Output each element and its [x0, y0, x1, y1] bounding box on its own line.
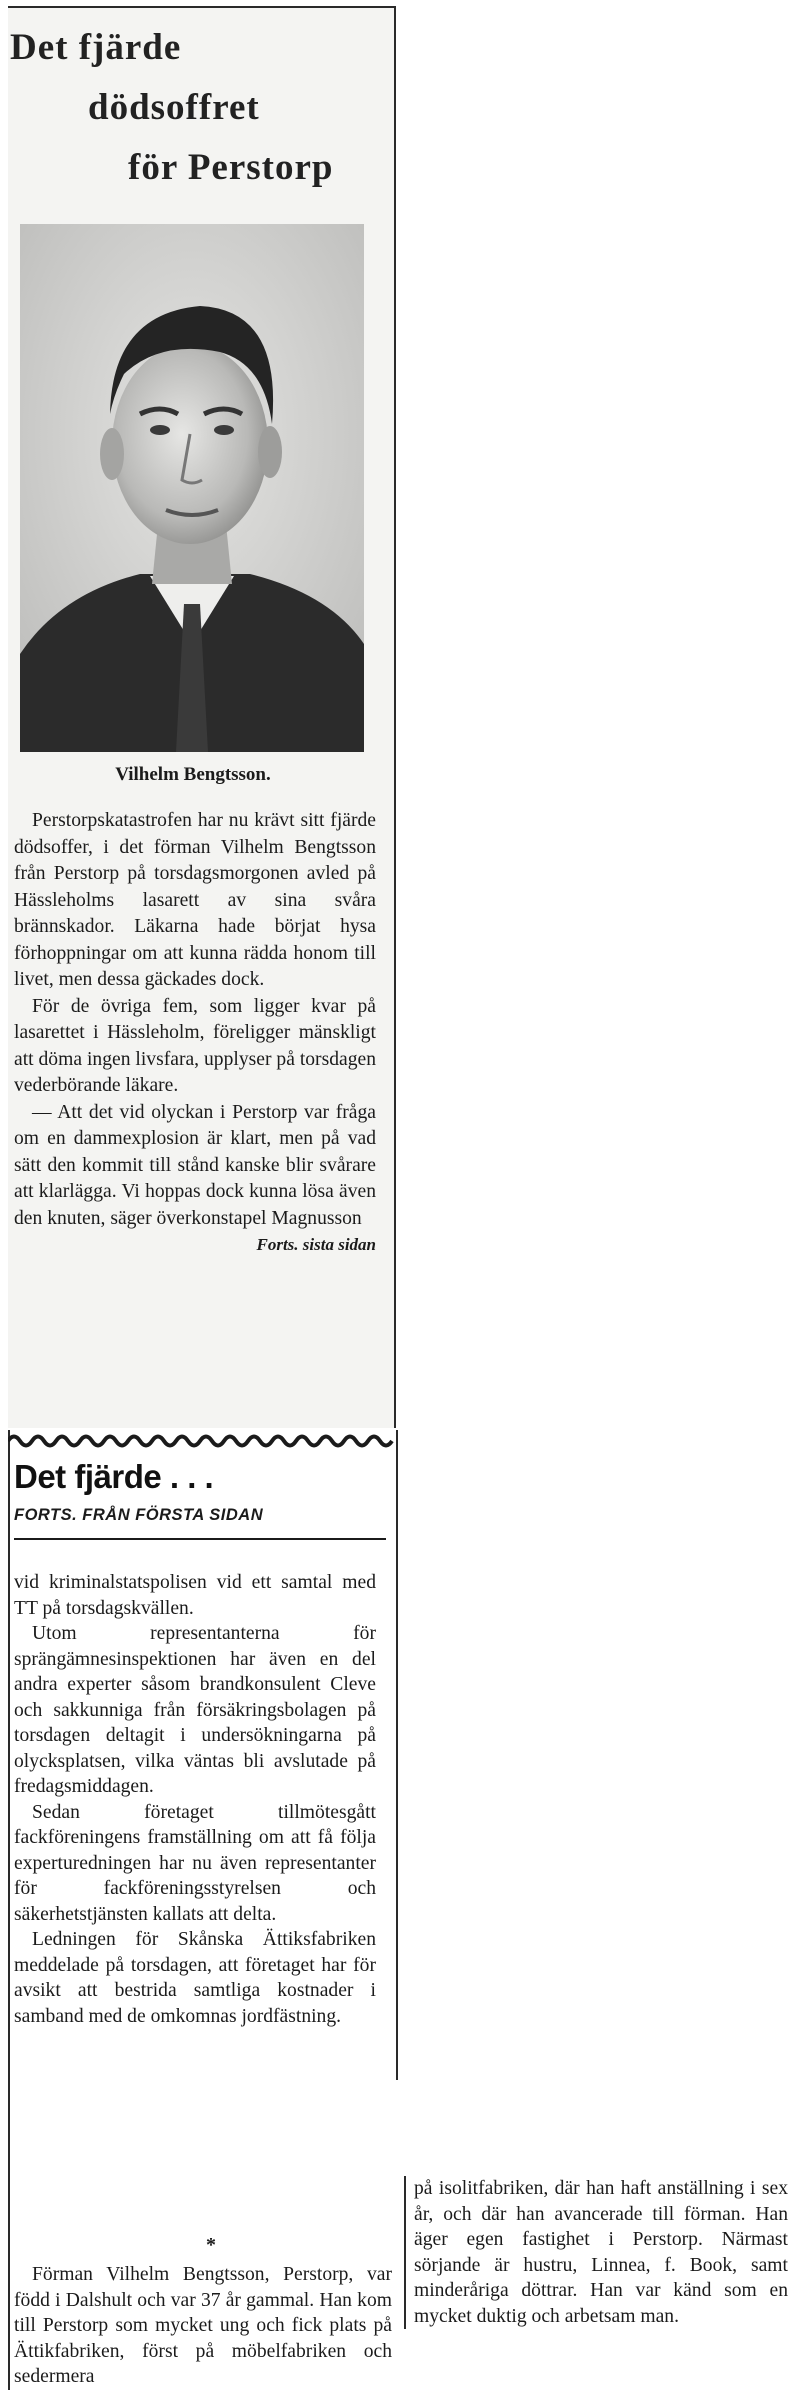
paragraph: vid kriminalstatspolisen vid ett samtal med TT på torsdagskvällen. [14, 1572, 376, 1619]
wavy-divider [8, 1430, 394, 1452]
portrait-illustration [20, 224, 364, 752]
paragraph: — Att det vid olyckan i Perstorp var fråga om en dammexplosion är klart, men på vad sätt den kommit till stånd kanske blir svårare att klarlägga. Vi hoppas dock kunna lösa även den knuten, säger överkonstapel Magnusson [14, 1101, 376, 1229]
paragraph: Perstorpskatastrofen har nu krävt sitt fjärde dödsoffer, i det förman Vilhelm Bengtsson från Perstorp på torsdagsmorgonen avled på Hässleholms lasarett av sina svåra brännskador. Läkarna hade börjat hysa förhoppningar om att kunna rädda honom till livet, men dessa gäckades dock. [14, 810, 376, 990]
biography-column-2 [404, 2176, 788, 2329]
continuation-column-1 [14, 1570, 376, 2029]
separator-star: * [206, 2234, 216, 2256]
wavy-line-graphic [8, 1430, 394, 1452]
headline-line-1: Det fjärde [10, 27, 182, 68]
paragraph: Ledningen för Skånska Ättiksfabriken meddelade på torsdagen, att företaget har för avsikt att bestrida samtliga kostnader i samband med de omkomnas jordfästning. [14, 1929, 376, 2027]
biography-text-1 [14, 2262, 392, 2390]
continuation-headline: Det fjärde . . . [14, 1458, 214, 1495]
paragraph: Förman Vilhelm Bengtsson, Perstorp, var född i Dalshult och var 37 år gammal. Han kom till Perstorp som mycket ung och fick plats på Ättikfabriken, först på möbelfabriken och sedermera [14, 2264, 392, 2387]
paragraph: För de övriga fem, som ligger kvar på lasarettet i Hässleholm, föreligger mänskligt att döma ingen livsfara, upplyser på torsdagen vederbörande läkare. [14, 995, 376, 1096]
paragraph: Utom representanterna för sprängämnesinspektionen har även en del andra experter såsom brandkonsulent Cleve och sakkunniga från försäkringsbolagen på torsdagen deltagit i undersökningarna på olycksplatsen, vilka väntas bli avslutade på fredagsmiddagen. [14, 1623, 376, 1797]
column-border [8, 2080, 10, 2390]
divider-rule [14, 1538, 386, 1540]
photo-caption: Vilhelm Bengtsson. [115, 764, 271, 785]
continuation-subhead: FORTS. FRÅN FÖRSTA SIDAN [14, 1506, 264, 1524]
paragraph: på isolitfabriken, där han haft anställning i sex år, och där han avancerade till förman. Han äger egen fastighet i Perstorp. Närmast sörjande är hustru, Linnea, f. Book, samt minderåriga döttrar. Han var känd som en mycket duktig och arbetsam man. [414, 2178, 788, 2327]
headline-line-3: för Perstorp [128, 147, 334, 188]
continued-note: Forts. sista sidan [256, 1235, 376, 1254]
biography-column-1 [12, 2230, 392, 2260]
portrait-photo [20, 224, 364, 752]
headline-line-2: dödsoffret [88, 87, 260, 128]
paragraph: Sedan företaget tillmötesgått fackföreningens framställning om att få följa experturedningen har nu även representanter för fackföreningsstyrelsen och säkerhetstjänsten kallats att delta. [14, 1801, 376, 1925]
article-body-main [14, 808, 376, 1259]
